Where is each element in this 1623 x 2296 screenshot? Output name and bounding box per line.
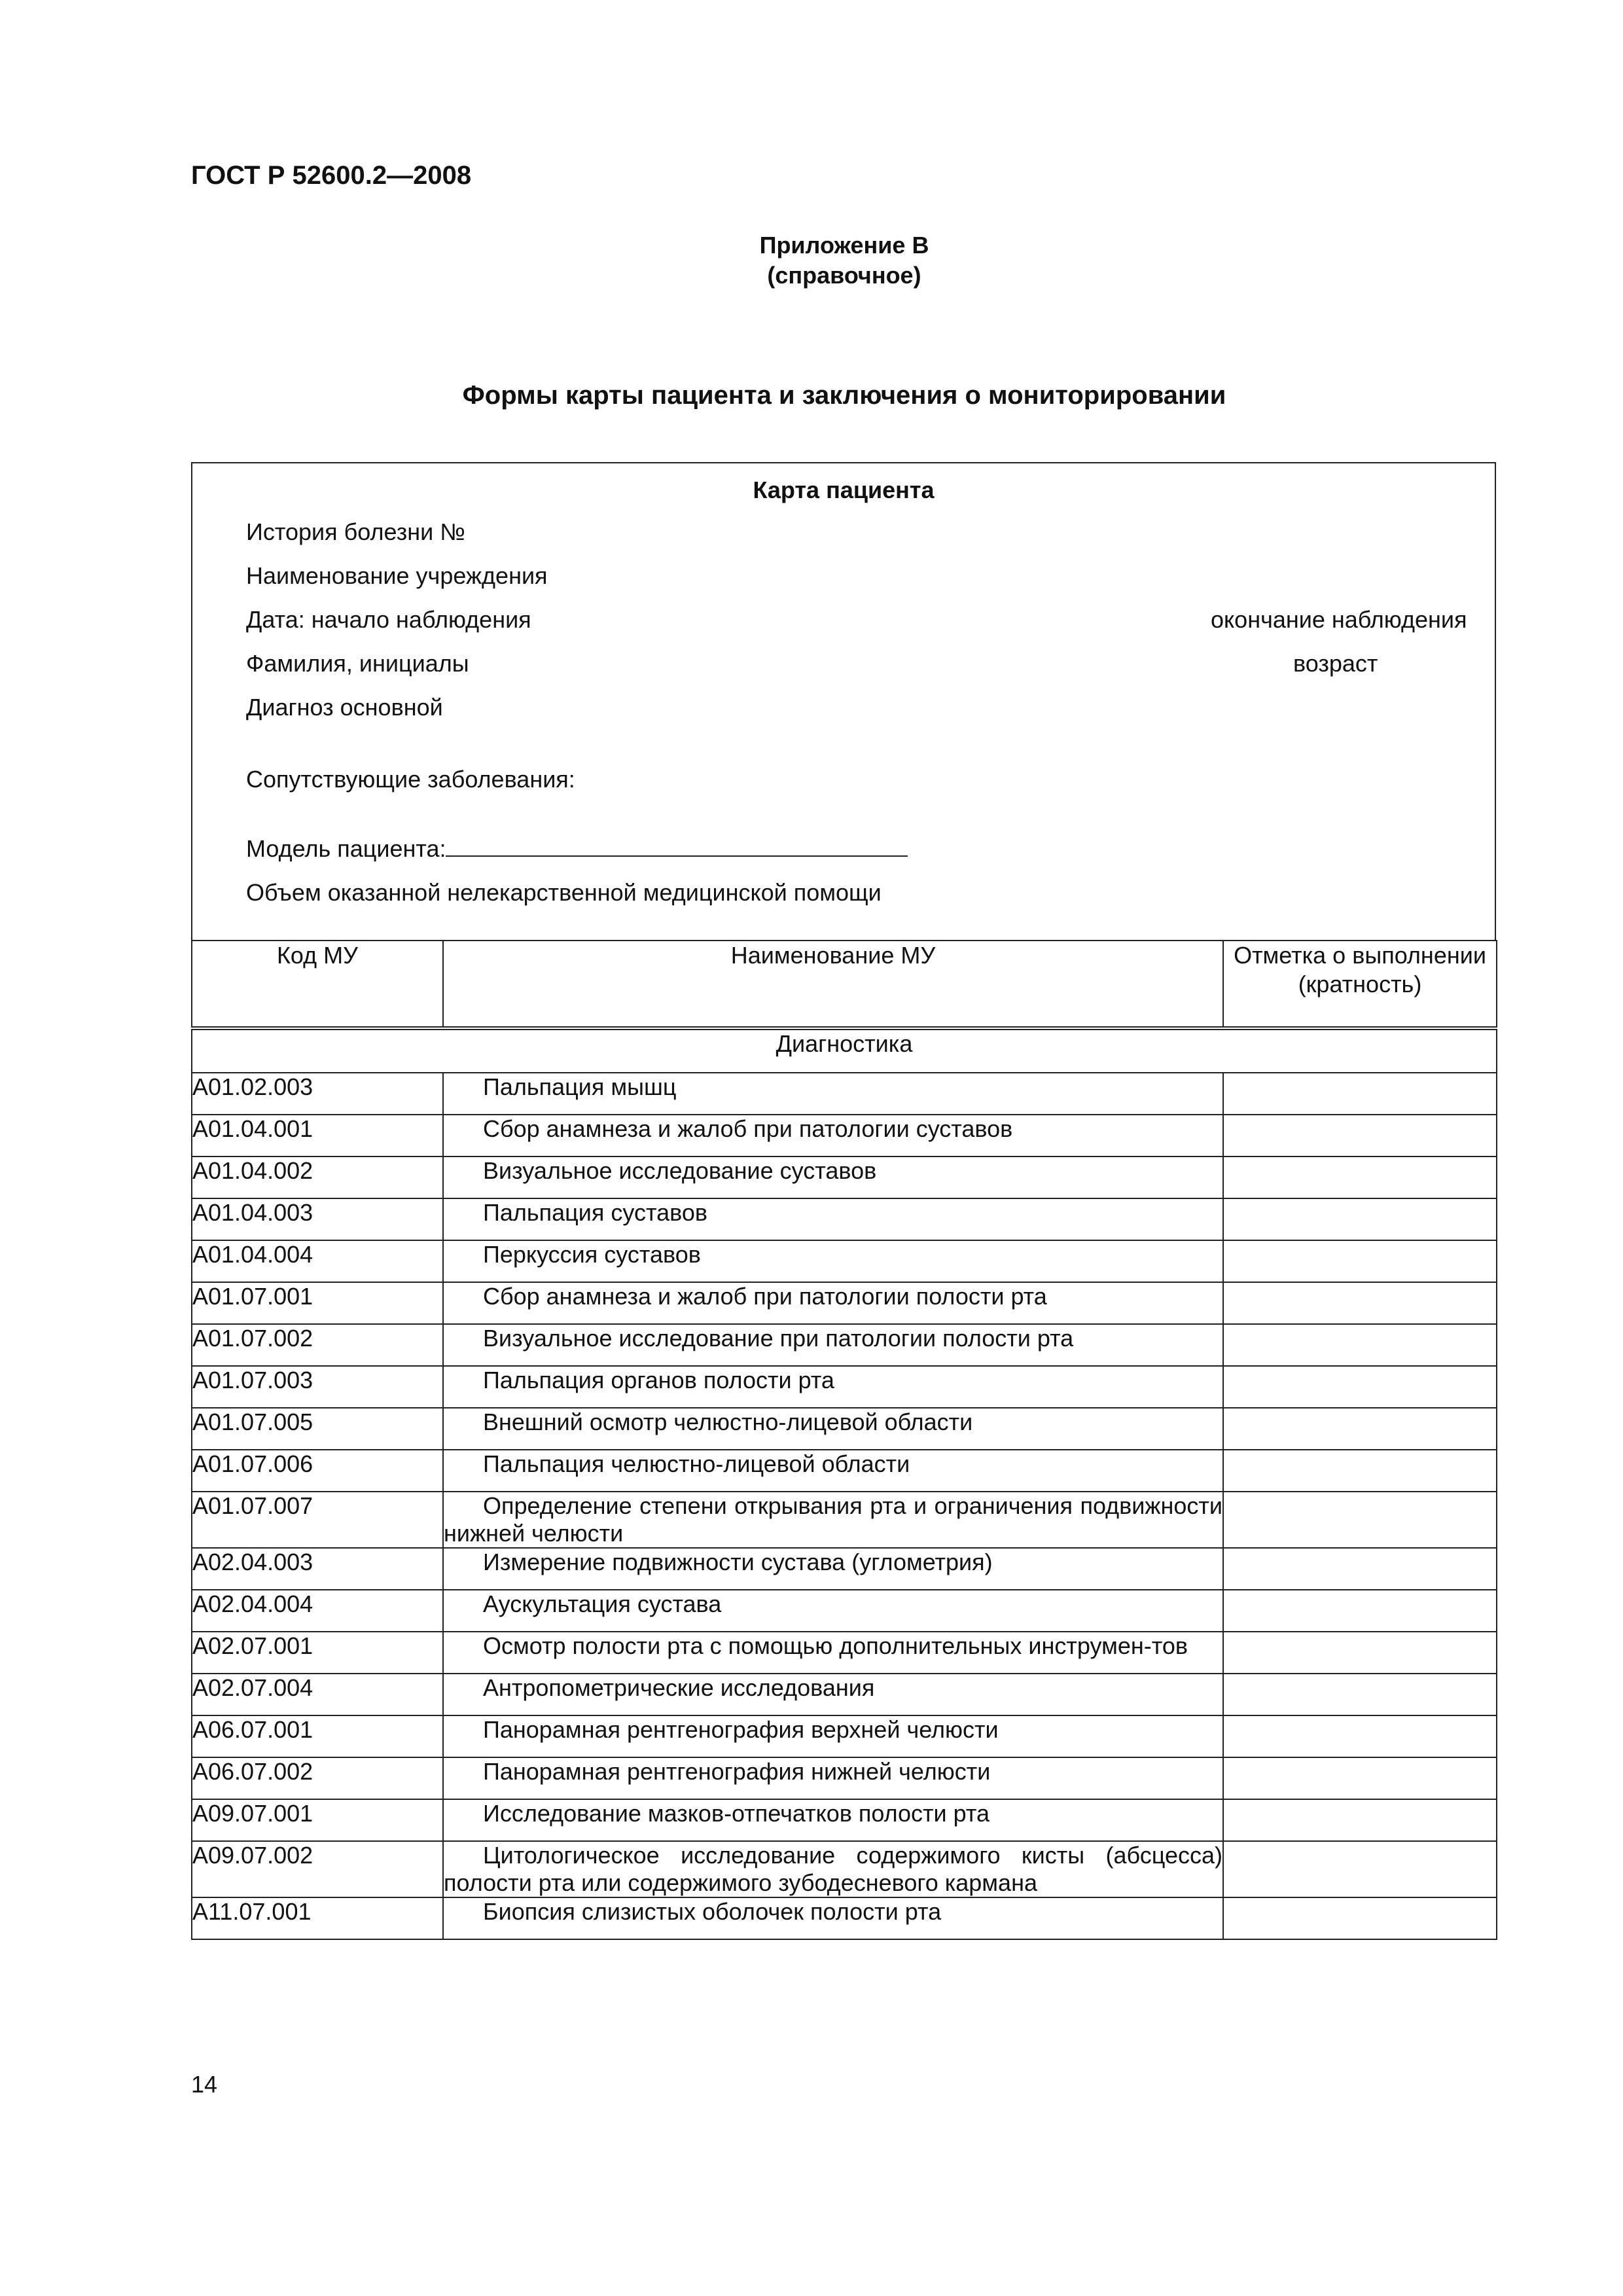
row-code: A02.04.003 xyxy=(192,1548,443,1590)
table-row xyxy=(192,1841,1497,1897)
row-name: Сбор анамнеза и жалоб при патологии полости рта xyxy=(443,1282,1223,1324)
row-name: Пальпация суставов xyxy=(443,1198,1223,1240)
row-mark-cell[interactable] xyxy=(1223,1841,1497,1897)
row-mark-cell[interactable] xyxy=(1223,1408,1497,1450)
table-row xyxy=(192,1073,1497,1115)
table-row xyxy=(192,1799,1497,1841)
section-row xyxy=(192,1028,1497,1073)
start-date-label: Дата: начало наблюдения xyxy=(246,606,531,633)
row-code: A01.07.003 xyxy=(192,1366,443,1408)
row-code: A01.04.004 xyxy=(192,1240,443,1282)
row-code: A06.07.002 xyxy=(192,1757,443,1799)
row-mark-cell[interactable] xyxy=(1223,1073,1497,1115)
appendix-title: Приложение В xyxy=(759,232,929,259)
table-row xyxy=(192,1492,1497,1548)
table-row xyxy=(192,1548,1497,1590)
table-row xyxy=(192,1408,1497,1450)
row-name: Пальпация органов полости рта xyxy=(443,1366,1223,1408)
row-code: A02.07.001 xyxy=(192,1632,443,1674)
section-label: Диагностика xyxy=(192,1028,1497,1073)
row-name: Сбор анамнеза и жалоб при патологии суставов xyxy=(443,1115,1223,1157)
table-row xyxy=(192,1115,1497,1157)
table-row xyxy=(192,1450,1497,1492)
row-name: Цитологическое исследование содержимого кисты (абсцесса) полости рта или содержимого зубодесневого кармана xyxy=(444,1842,1222,1896)
table-row xyxy=(192,1157,1497,1198)
row-code: A02.04.004 xyxy=(192,1590,443,1632)
row-code: A02.07.004 xyxy=(192,1674,443,1715)
table-row xyxy=(192,1240,1497,1282)
header-code: Код МУ xyxy=(192,941,443,1028)
row-name: Биопсия слизистых оболочек полости рта xyxy=(443,1897,1223,1939)
row-mark-cell[interactable] xyxy=(1223,1799,1497,1841)
table-row xyxy=(192,1757,1497,1799)
row-mark-cell[interactable] xyxy=(1223,1548,1497,1590)
patient-model-label: Модель пациента: xyxy=(246,835,446,862)
row-code: A01.07.006 xyxy=(192,1450,443,1492)
history-label: История болезни № xyxy=(246,518,465,545)
table-row xyxy=(192,1590,1497,1632)
row-name: Панорамная рентгенография нижней челюсти xyxy=(443,1757,1223,1799)
row-code: A01.07.007 xyxy=(192,1492,443,1548)
row-name: Осмотр полости рта с помощью дополнительных инструмен-тов xyxy=(443,1632,1223,1674)
row-mark-cell[interactable] xyxy=(1223,1674,1497,1715)
table-row xyxy=(192,1282,1497,1324)
table-row xyxy=(192,1366,1497,1408)
row-name: Панорамная рентгенография верхней челюсти xyxy=(443,1715,1223,1757)
row-name: Перкуссия суставов xyxy=(443,1240,1223,1282)
table-row xyxy=(192,1632,1497,1674)
table-row xyxy=(192,1198,1497,1240)
row-mark-cell[interactable] xyxy=(1223,1757,1497,1799)
row-mark-cell[interactable] xyxy=(1223,1715,1497,1757)
table-row xyxy=(192,1324,1497,1366)
row-name: Измерение подвижности сустава (углометрия) xyxy=(443,1548,1223,1590)
section-title: Формы карты пациента и заключения о мониторировании xyxy=(462,381,1226,410)
table-header-row xyxy=(192,941,1497,1028)
row-code: A09.07.001 xyxy=(192,1799,443,1841)
row-mark-cell[interactable] xyxy=(1223,1590,1497,1632)
row-mark-cell[interactable] xyxy=(1223,1198,1497,1240)
row-code: A06.07.001 xyxy=(192,1715,443,1757)
patient-model-field xyxy=(246,835,908,863)
row-code: A11.07.001 xyxy=(192,1897,443,1939)
row-name: Визуальное исследование суставов xyxy=(443,1157,1223,1198)
page-number: 14 xyxy=(191,2071,218,2098)
row-mark-cell[interactable] xyxy=(1223,1240,1497,1282)
row-name: Определение степени открывания рта и ограничения подвижности нижней челюсти xyxy=(444,1492,1222,1547)
row-mark-cell[interactable] xyxy=(1223,1366,1497,1408)
age-label: возраст xyxy=(1293,650,1378,677)
row-code: A01.07.005 xyxy=(192,1408,443,1450)
row-name: Пальпация мышц xyxy=(443,1073,1223,1115)
row-mark-cell[interactable] xyxy=(1223,1324,1497,1366)
row-code: A09.07.002 xyxy=(192,1841,443,1897)
row-code: A01.02.003 xyxy=(192,1073,443,1115)
card-title: Карта пациента xyxy=(753,476,935,503)
row-name: Визуальное исследование при патологии полости рта xyxy=(443,1324,1223,1366)
row-code: A01.04.002 xyxy=(192,1157,443,1198)
header-mark: Отметка о выполнении (кратность) xyxy=(1223,941,1497,1028)
row-mark-cell[interactable] xyxy=(1223,1632,1497,1674)
patient-card xyxy=(191,462,1496,941)
volume-label: Объем оказанной нелекарственной медицинской помощи xyxy=(246,879,882,906)
row-code: A01.07.001 xyxy=(192,1282,443,1324)
mu-table xyxy=(191,940,1497,1940)
institution-label: Наименование учреждения xyxy=(246,562,548,589)
table-row xyxy=(192,1715,1497,1757)
row-mark-cell[interactable] xyxy=(1223,1450,1497,1492)
table-row xyxy=(192,1897,1497,1939)
row-mark-cell[interactable] xyxy=(1223,1157,1497,1198)
table-row xyxy=(192,1674,1497,1715)
appendix-subtitle: (справочное) xyxy=(767,262,921,289)
document-header: ГОСТ Р 52600.2—2008 xyxy=(191,161,472,190)
header-name: Наименование МУ xyxy=(443,941,1223,1028)
patient-name-label: Фамилия, инициалы xyxy=(246,650,469,677)
row-name: Исследование мазков-отпечатков полости рта xyxy=(443,1799,1223,1841)
row-mark-cell[interactable] xyxy=(1223,1282,1497,1324)
patient-model-underline xyxy=(446,836,908,857)
row-code: A01.04.001 xyxy=(192,1115,443,1157)
row-code: A01.04.003 xyxy=(192,1198,443,1240)
row-mark-cell[interactable] xyxy=(1223,1115,1497,1157)
row-code: A01.07.002 xyxy=(192,1324,443,1366)
row-name: Аускультация сустава xyxy=(443,1590,1223,1632)
row-name: Антропометрические исследования xyxy=(443,1674,1223,1715)
comorbid-label: Сопутствующие заболевания: xyxy=(246,766,575,793)
row-mark-cell[interactable] xyxy=(1223,1492,1497,1548)
row-name: Пальпация челюстно-лицевой области xyxy=(443,1450,1223,1492)
end-date-label: окончание наблюдения xyxy=(1211,606,1467,633)
row-mark-cell[interactable] xyxy=(1223,1897,1497,1939)
row-name: Внешний осмотр челюстно-лицевой области xyxy=(443,1408,1223,1450)
diagnosis-label: Диагноз основной xyxy=(246,694,443,721)
